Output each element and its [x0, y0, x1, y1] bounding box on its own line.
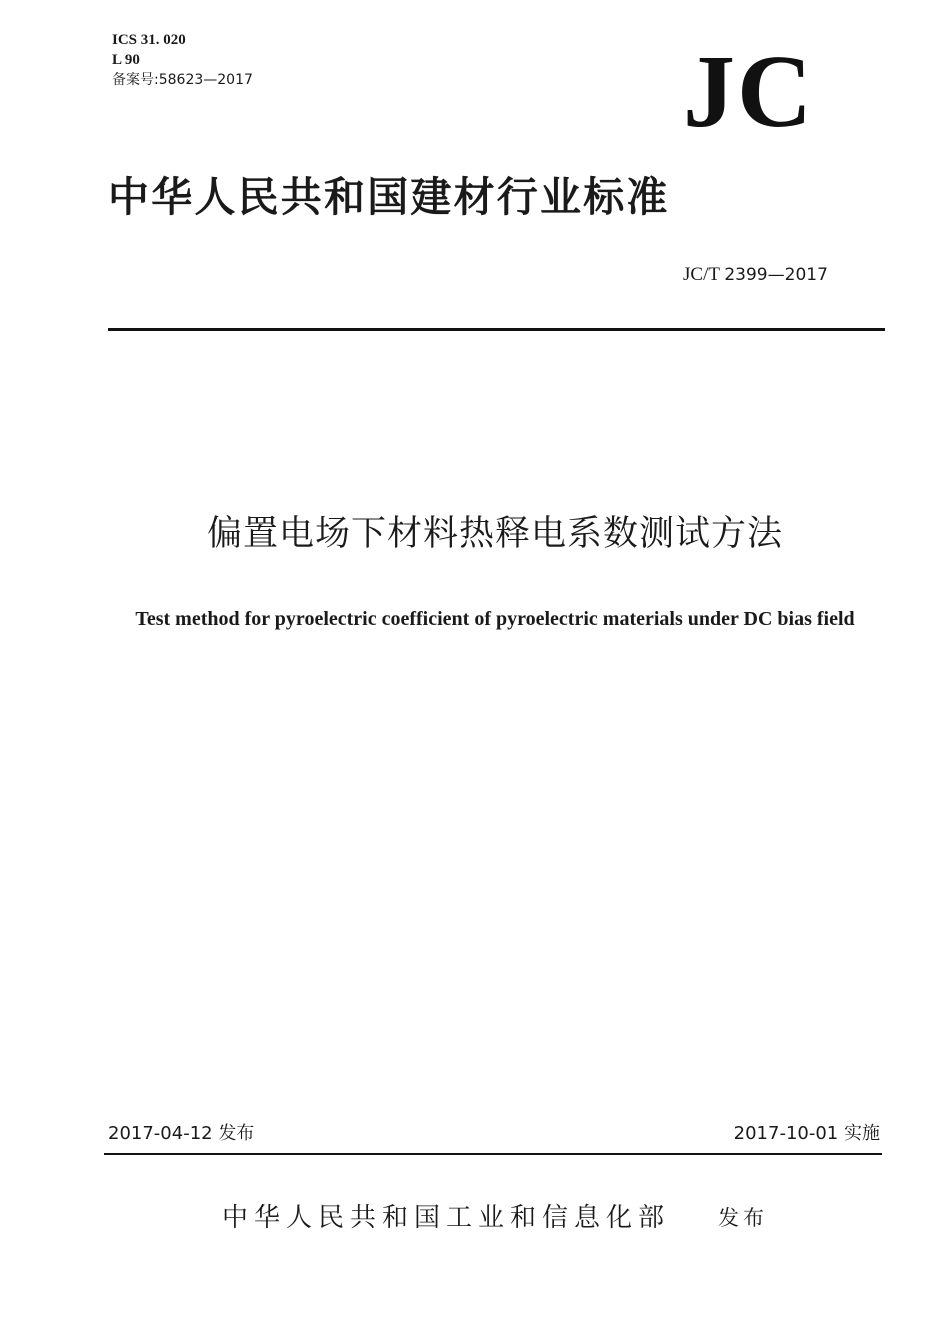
record-number: 备案号:58623—2017	[112, 72, 253, 88]
ccs-code: L 90	[112, 52, 140, 68]
document-title-english: Test method for pyroelectric coefficient of pyroelectric materials under DC bias field	[135, 608, 855, 630]
issue-date: 2017-04-12 发布	[108, 1123, 255, 1144]
jc-logo: JC	[683, 34, 815, 149]
standard-number	[683, 263, 828, 287]
bottom-divider	[104, 1153, 882, 1155]
document-title-chinese: 偏置电场下材料热释电系数测试方法	[206, 514, 783, 554]
standard-number-value: 2399—2017	[724, 265, 828, 285]
standard-number-prefix: JC/T	[683, 264, 720, 285]
publisher-name: 中华人民共和国工业和信息化部	[222, 1203, 671, 1233]
ics-code: ICS 31. 020	[112, 32, 186, 48]
standard-category-title: 中华人民共和国建材行业标准	[108, 173, 670, 221]
classification-block	[112, 30, 253, 90]
publish-label: 发布	[718, 1206, 768, 1230]
implementation-date: 2017-10-01 实施	[733, 1123, 880, 1144]
top-divider	[108, 328, 885, 331]
